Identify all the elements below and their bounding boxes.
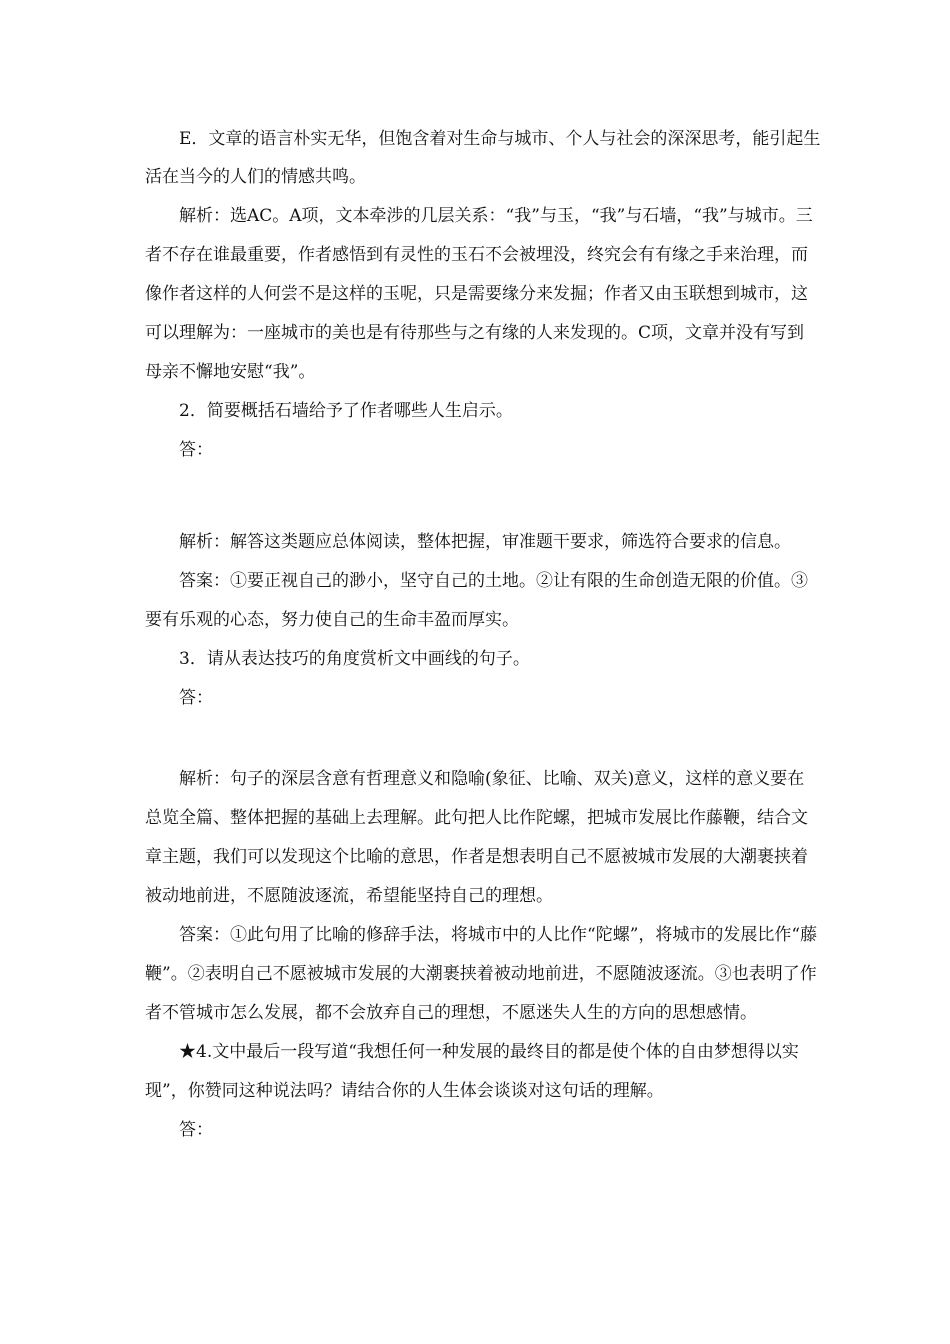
q1-analysis-line-2: 者不存在谁最重要，作者感悟到有灵性的玉石不会被埋没，终究会有有缘之手来治理，而 xyxy=(145,245,808,265)
q2-answer-line-2: 要有乐观的心态，努力使自己的生命丰盈而厚实。 xyxy=(145,610,519,630)
q1-analysis-line-1: 解析：选AC。A项，文本牵涉的几层关系：“我”与玉，“我”与石墙，“我”与城市。三 xyxy=(179,206,813,226)
q3-answer-line-1: 答案：①此句用了比喻的修辞手法，将城市中的人比作“陀螺”，将城市的发展比作“藤 xyxy=(179,925,818,945)
option-e-line-2: 活在当今的人们的情感共鸣。 xyxy=(145,167,366,187)
q3-answer-line-2: 鞭”。②表明自己不愿被城市发展的大潮裹挟着被动地前进，不愿随波逐流。③也表明了作 xyxy=(145,964,817,984)
q3-analysis-line-2: 总览全篇、整体把握的基础上去理解。此句把人比作陀螺，把城市发展比作藤鞭，结合文 xyxy=(145,808,808,828)
q1-analysis-line-3: 像作者这样的人何尝不是这样的玉呢，只是需要缘分来发掘；作者又由玉联想到城市，这 xyxy=(145,284,808,304)
q3-answer-line-3: 者不管城市怎么发展，都不会放弃自己的理想，不愿迷失人生的方向的思想感情。 xyxy=(145,1003,757,1023)
q3-analysis-line-1: 解析：句子的深层含意有哲理意义和隐喻(象征、比喻、双关)意义，这样的意义要在 xyxy=(179,769,805,789)
question-4-line-2: 现”，你赞同这种说法吗？请结合你的人生体会谈谈对这句话的理解。 xyxy=(145,1081,664,1101)
q3-analysis-line-4: 被动地前进，不愿随波逐流，希望能坚持自己的理想。 xyxy=(145,886,553,906)
q4-answer-label: 答： xyxy=(179,1120,213,1140)
question-2: 2．简要概括石墙给予了作者哪些人生启示。 xyxy=(179,401,513,421)
q2-analysis: 解析：解答这类题应总体阅读，整体把握，审准题干要求，筛选符合要求的信息。 xyxy=(179,532,791,552)
q3-answer-label: 答： xyxy=(179,688,213,708)
q2-answer-line-1: 答案：①要正视自己的渺小，坚守自己的土地。②让有限的生命创造无限的价值。③ xyxy=(179,571,808,591)
question-4-line-1: ★4.文中最后一段写道“我想任何一种发展的最终目的都是使个体的自由梦想得以实 xyxy=(179,1042,799,1062)
q2-answer-label: 答： xyxy=(179,440,213,460)
q1-analysis-line-5: 母亲不懈地安慰“我”。 xyxy=(145,362,316,382)
option-e-line-1: E．文章的语言朴实无华，但饱含着对生命与城市、个人与社会的深深思考，能引起生 xyxy=(179,129,821,149)
q1-analysis-line-4: 可以理解为：一座城市的美也是有待那些与之有缘的人来发现的。C项，文章并没有写到 xyxy=(145,323,805,343)
q3-analysis-line-3: 章主题，我们可以发现这个比喻的意思，作者是想表明自己不愿被城市发展的大潮裹挟着 xyxy=(145,847,808,867)
question-3: 3．请从表达技巧的角度赏析文中画线的句子。 xyxy=(179,649,530,669)
